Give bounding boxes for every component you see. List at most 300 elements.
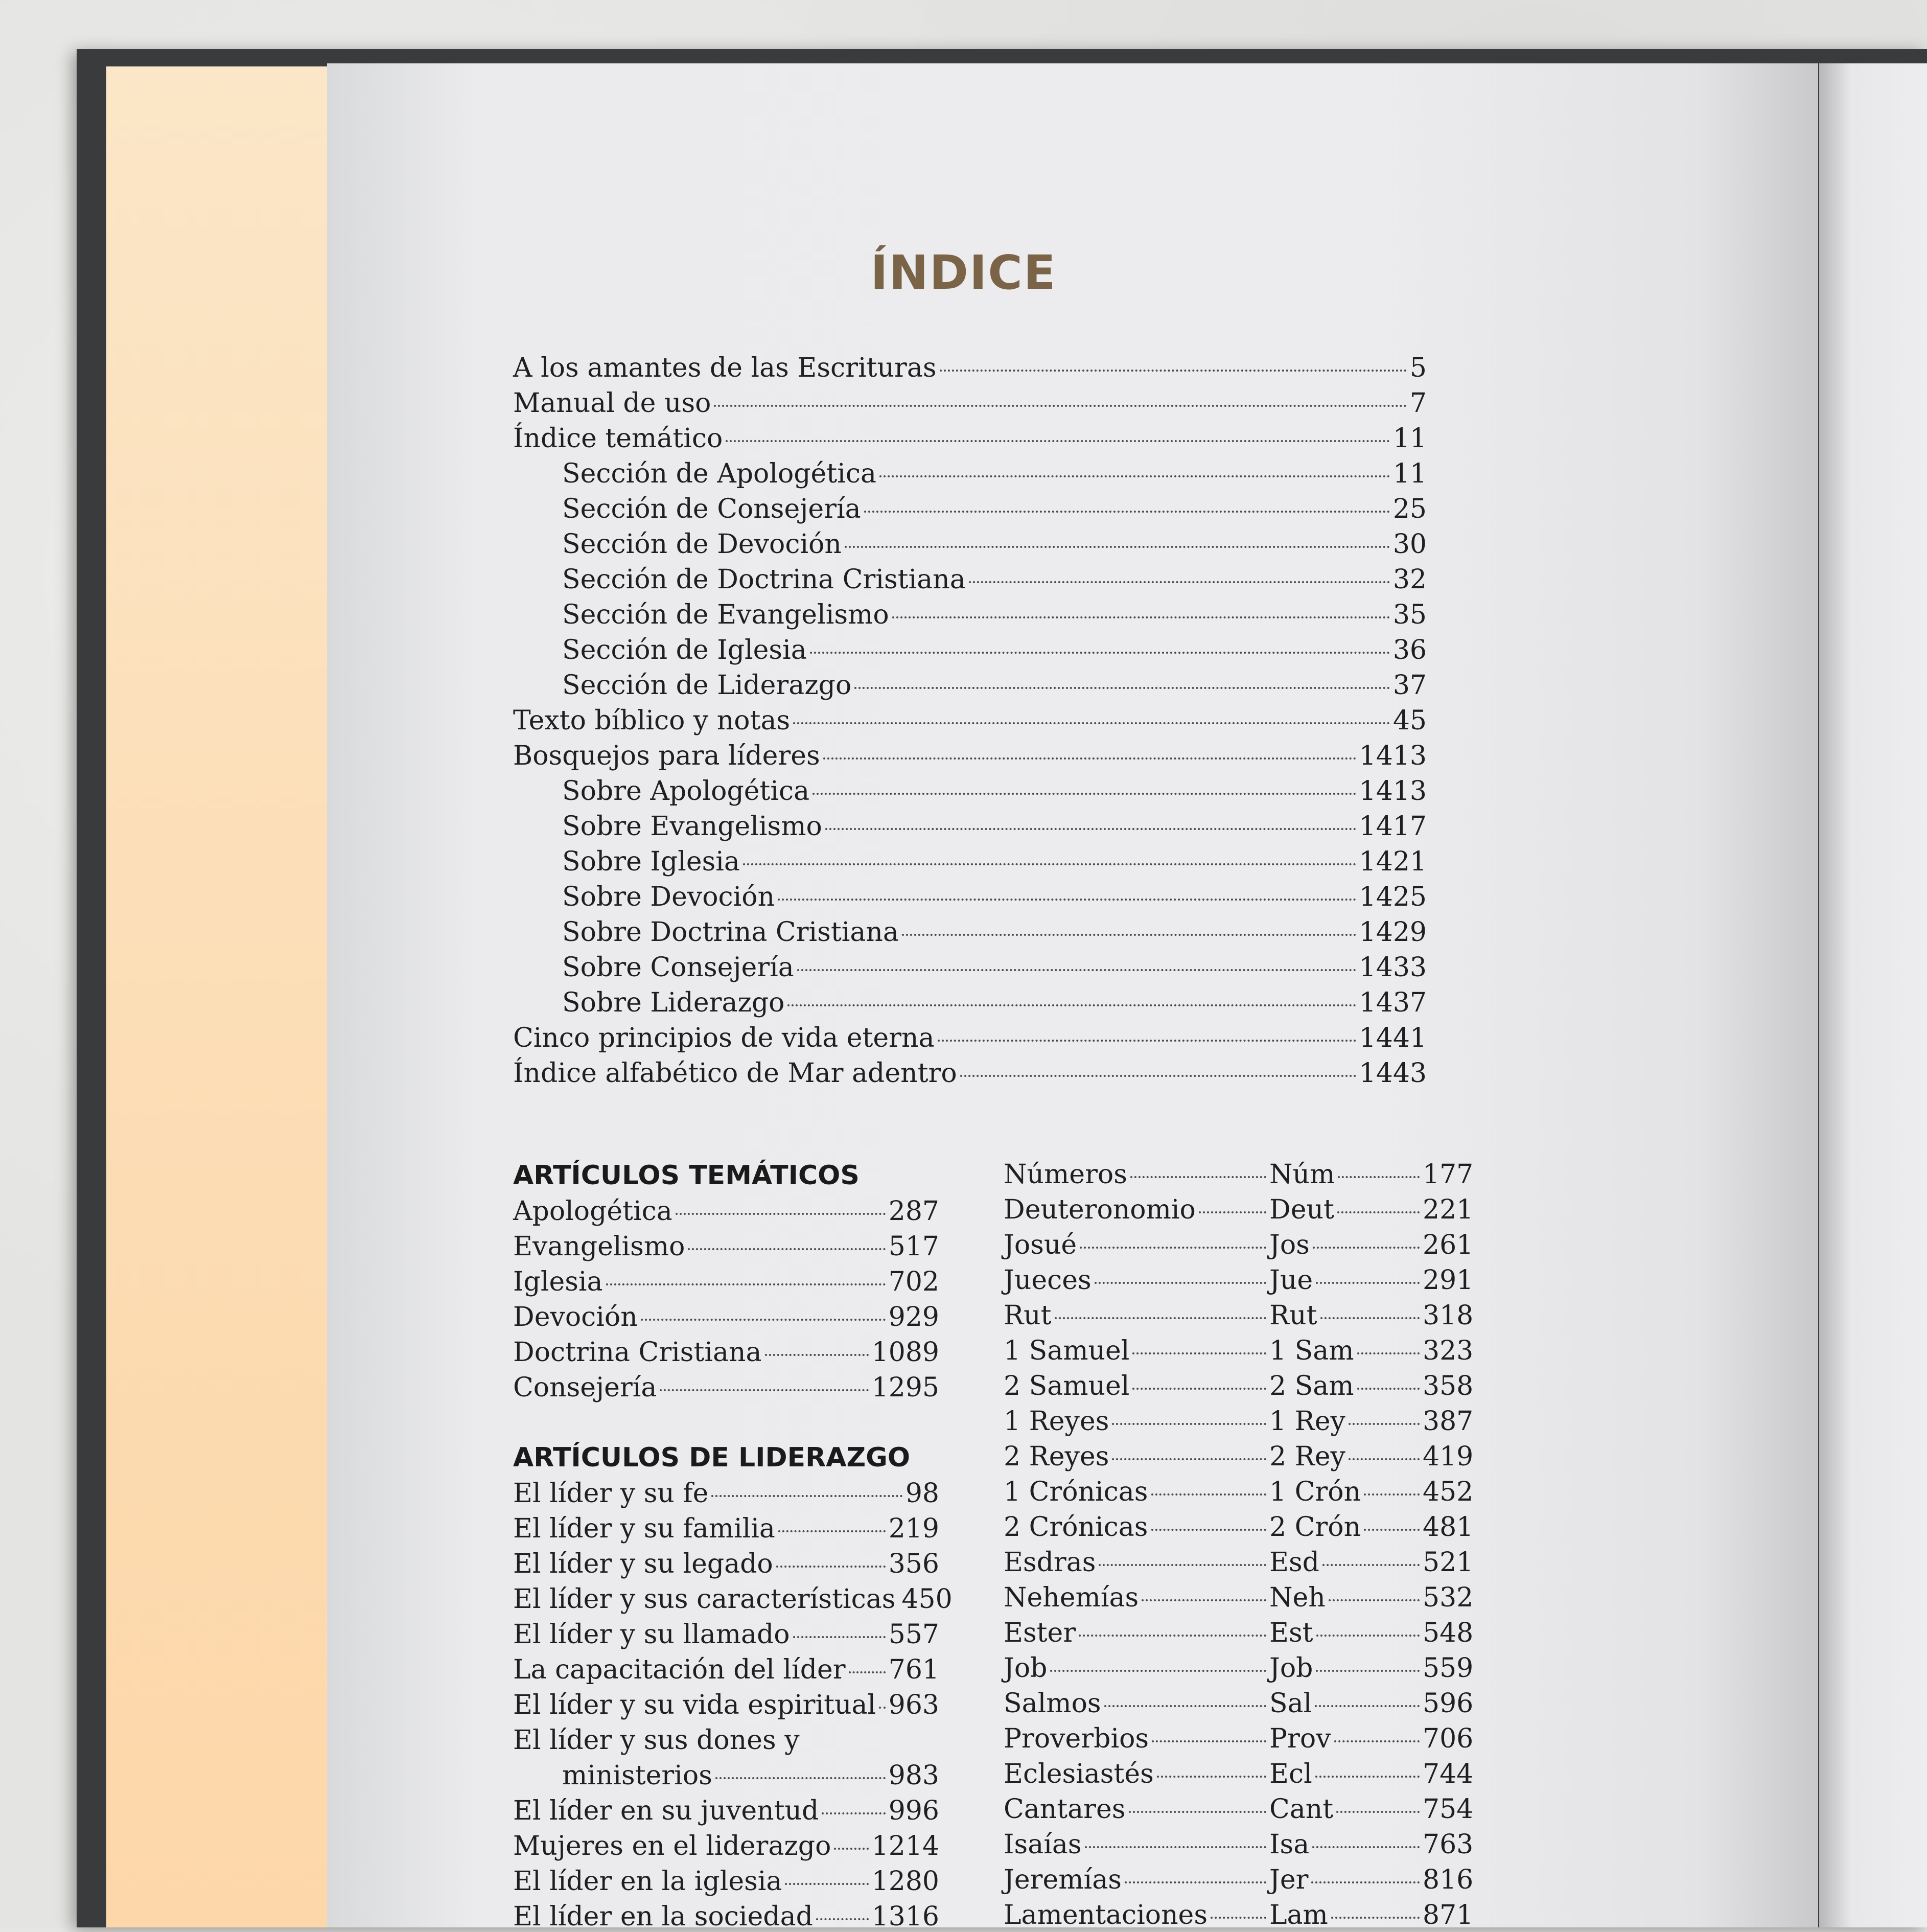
book-abbreviation [1269, 1300, 1423, 1331]
entry-page: 25 [1392, 494, 1427, 524]
book-abbreviation [1269, 1759, 1423, 1789]
entry-label: Sección de Consejería [562, 494, 861, 524]
book-entry [1004, 1547, 1474, 1578]
toc-entry [513, 423, 1427, 454]
dot-leader [765, 1354, 869, 1356]
entry-label: La capacitación del líder [513, 1654, 846, 1685]
entry-page: 1316 [871, 1901, 939, 1932]
entry-page: 36 [1392, 635, 1427, 665]
book-name-text: Salmos [1004, 1688, 1101, 1719]
dot-leader [641, 1319, 886, 1321]
dot-leader [960, 1075, 1356, 1077]
dot-leader [969, 581, 1390, 583]
entry-label: Sección de Devoción [562, 529, 842, 560]
entry-page: 1429 [1359, 917, 1427, 948]
dot-leader [1349, 1423, 1420, 1425]
entry-page: 1433 [1359, 952, 1427, 983]
toc-entry [513, 1337, 939, 1368]
dot-leader [1132, 1352, 1266, 1354]
toc-entry [513, 1058, 1427, 1089]
book-entry [1004, 1265, 1474, 1296]
book-entry [1004, 1336, 1474, 1366]
dot-leader [1099, 1564, 1266, 1566]
toc-entry [513, 1901, 939, 1932]
book-name-text: 2 Reyes [1004, 1441, 1109, 1472]
entry-label: Sección de Doctrina Cristiana [562, 564, 966, 595]
dot-leader [1104, 1705, 1266, 1707]
toc-entry [562, 917, 1427, 948]
dot-leader [834, 1848, 868, 1850]
dot-leader [816, 1918, 869, 1920]
book-name [1004, 1723, 1269, 1754]
entry-label: El líder en la sociedad [513, 1901, 813, 1932]
book-abbr-text: Neh [1269, 1582, 1326, 1613]
book-name [1004, 1441, 1269, 1472]
dot-leader [845, 546, 1390, 548]
dot-leader [660, 1389, 868, 1391]
dot-leader [1316, 1635, 1420, 1637]
book-abbr-text: Jer [1269, 1865, 1309, 1895]
dot-leader [787, 1004, 1356, 1006]
book-entry [1004, 1618, 1474, 1648]
book-abbreviation [1269, 1406, 1423, 1437]
book-name [1004, 1371, 1269, 1401]
book-abbr-text: Jos [1269, 1230, 1310, 1260]
dot-leader [938, 1040, 1356, 1042]
book-name [1004, 1759, 1269, 1789]
book-page: 481 [1423, 1512, 1474, 1543]
dot-leader [1129, 1811, 1267, 1813]
entry-label: Sobre Doctrina Cristiana [562, 917, 899, 948]
entry-page: 1441 [1359, 1023, 1427, 1053]
book-abbr-text: Sal [1269, 1688, 1312, 1719]
toc-entry [513, 388, 1427, 419]
entry-label: Sobre Evangelismo [562, 811, 822, 842]
dot-leader [1125, 1881, 1266, 1883]
book-page: 763 [1423, 1829, 1474, 1860]
entry-page: 1413 [1359, 776, 1427, 807]
book-name-text: Lamentaciones [1004, 1900, 1208, 1930]
book-page: 521 [1423, 1547, 1474, 1578]
book-page: 318 [1423, 1300, 1474, 1331]
dot-leader [864, 511, 1390, 513]
book-abbr-text: Est [1269, 1618, 1313, 1648]
entry-page: 450 [901, 1584, 953, 1615]
book-page: 871 [1423, 1900, 1474, 1930]
dot-leader [823, 757, 1356, 760]
dot-leader [1316, 1670, 1420, 1672]
book-abbreviation [1269, 1618, 1423, 1648]
book-abbr-text: Ecl [1269, 1759, 1312, 1789]
section-heading-tematicos: ARTÍCULOS TEMÁTICOS [513, 1160, 860, 1191]
entry-label: Sobre Iglesia [562, 846, 740, 877]
toc-entry [562, 882, 1427, 912]
book-entry [1004, 1829, 1474, 1860]
toc-entry [562, 776, 1427, 807]
book-name-text: Ester [1004, 1618, 1076, 1648]
book-page: 177 [1423, 1159, 1474, 1190]
dot-leader [1331, 1917, 1420, 1919]
dot-leader [1157, 1776, 1266, 1778]
toc-entry [513, 1267, 939, 1297]
book-name-text: Números [1004, 1159, 1127, 1190]
dot-leader [778, 1530, 886, 1532]
toc-entry [513, 1196, 939, 1227]
entry-page: 1214 [871, 1831, 939, 1861]
toc-entry [562, 529, 1427, 560]
book-entry [1004, 1900, 1474, 1930]
entry-label: Sección de Liderazgo [562, 670, 852, 701]
book-abbr-text: 1 Crón [1269, 1477, 1361, 1507]
book-name [1004, 1265, 1269, 1296]
entry-label: El líder y su legado [513, 1549, 773, 1579]
book-page: 221 [1423, 1194, 1474, 1225]
toc-entry [562, 600, 1427, 630]
book-name [1004, 1230, 1269, 1260]
book-page: 532 [1423, 1582, 1474, 1613]
book-page: 323 [1423, 1336, 1474, 1366]
book-abbr-text: 2 Sam [1269, 1371, 1354, 1401]
entry-label: Evangelismo [513, 1231, 685, 1262]
entry-page: 45 [1392, 705, 1427, 736]
entry-page: 7 [1409, 388, 1427, 419]
book-abbr-text: Núm [1269, 1159, 1335, 1190]
book-name [1004, 1688, 1269, 1719]
book-name [1004, 1300, 1269, 1331]
dot-leader [1364, 1493, 1420, 1496]
entry-page: 32 [1392, 564, 1427, 595]
dot-leader [606, 1283, 886, 1285]
toc-entry [513, 1690, 939, 1720]
entry-label: El líder y sus características [513, 1584, 896, 1615]
book-page: 559 [1423, 1653, 1474, 1684]
dot-leader [1311, 1881, 1420, 1883]
toc-entry [562, 1760, 939, 1791]
entry-page: 1413 [1359, 741, 1427, 771]
book-abbreviation [1269, 1829, 1423, 1860]
dot-leader [1112, 1458, 1266, 1460]
book-name-text: 1 Samuel [1004, 1336, 1130, 1366]
book-abbreviation [1269, 1265, 1423, 1296]
dot-leader [793, 722, 1390, 724]
dot-leader [1085, 1846, 1266, 1848]
book-entry [1004, 1512, 1474, 1543]
book-abbreviation [1269, 1512, 1423, 1543]
entry-label: Doctrina Cristiana [513, 1337, 762, 1368]
book-page: 452 [1423, 1477, 1474, 1507]
book-abbr-text: Lam [1269, 1900, 1328, 1930]
book-name-text: Jeremías [1004, 1865, 1122, 1895]
dot-leader [778, 899, 1356, 901]
entry-page: 983 [888, 1760, 939, 1791]
book-abbr-text: Deut [1269, 1194, 1334, 1225]
book-abbr-text: 1 Sam [1269, 1336, 1354, 1366]
dot-leader [1349, 1458, 1420, 1460]
toc-entry [513, 1796, 939, 1826]
book-name-text: Esdras [1004, 1547, 1096, 1578]
toc-entry [562, 564, 1427, 595]
book-abbr-text: 1 Rey [1269, 1406, 1345, 1437]
book-name-text: Proverbios [1004, 1723, 1149, 1754]
book-name-text: Job [1004, 1653, 1048, 1684]
toc-entry [562, 458, 1427, 489]
dot-leader [1152, 1740, 1266, 1742]
toc-entry [562, 952, 1427, 983]
dot-leader [776, 1566, 886, 1568]
dot-leader [715, 1777, 886, 1779]
entry-label: Texto bíblico y notas [513, 705, 791, 736]
toc-entry [513, 1584, 953, 1615]
book-name [1004, 1653, 1269, 1684]
book-abbreviation [1269, 1371, 1423, 1401]
book-abbreviation [1269, 1159, 1423, 1190]
dot-leader [1329, 1599, 1420, 1601]
entry-page: 963 [888, 1690, 939, 1720]
dot-leader [1142, 1599, 1266, 1601]
book-name [1004, 1512, 1269, 1543]
book-name-text: 1 Reyes [1004, 1406, 1109, 1437]
book-abbr-text: Cant [1269, 1794, 1334, 1825]
dot-leader [1132, 1388, 1266, 1390]
dot-leader [1320, 1317, 1420, 1319]
dot-leader [1357, 1352, 1420, 1354]
toc-entry [513, 1549, 939, 1579]
dot-leader [1338, 1176, 1420, 1178]
book-name [1004, 1829, 1269, 1860]
book-name-text: Isaías [1004, 1829, 1082, 1860]
entry-page: 517 [888, 1231, 939, 1262]
dot-leader [1316, 1282, 1420, 1284]
dot-leader [711, 1495, 902, 1497]
dot-leader [1364, 1529, 1420, 1531]
dot-leader [1334, 1740, 1420, 1742]
book-abbreviation [1269, 1582, 1423, 1613]
toc-entry [513, 353, 1427, 383]
entry-label: Bosquejos para líderes [513, 741, 820, 771]
book-abbr-text: Esd [1269, 1547, 1319, 1578]
dot-leader [1336, 1811, 1420, 1813]
dot-leader [676, 1213, 886, 1215]
entry-label: El líder y sus dones y [513, 1725, 800, 1756]
toc-entry [513, 1866, 939, 1897]
book-entry [1004, 1441, 1474, 1472]
dot-leader [1112, 1423, 1266, 1425]
book-name-text: Nehemías [1004, 1582, 1139, 1613]
toc-entry [513, 1372, 939, 1403]
book-page: 816 [1423, 1865, 1474, 1895]
toc-entry [513, 1831, 939, 1861]
book-page: 548 [1423, 1618, 1474, 1648]
toc-entry [562, 670, 1427, 701]
book-entry [1004, 1230, 1474, 1260]
dot-leader [1322, 1564, 1420, 1566]
book-entry [1004, 1300, 1474, 1331]
book-entry [1004, 1688, 1474, 1719]
entry-page: 761 [888, 1654, 939, 1685]
entry-label: El líder en la iglesia [513, 1866, 782, 1897]
toc-entry [562, 494, 1427, 524]
dot-leader [1095, 1282, 1266, 1284]
entry-page: 702 [888, 1267, 939, 1297]
book-abbreviation [1269, 1865, 1423, 1895]
entry-label: Índice temático [513, 423, 723, 454]
dot-leader [810, 652, 1390, 654]
book-page: 291 [1423, 1265, 1474, 1296]
book-abbreviation [1269, 1723, 1423, 1754]
book-entry [1004, 1582, 1474, 1613]
dot-leader [1312, 1846, 1420, 1848]
dot-leader [1313, 1247, 1420, 1249]
entry-label: Sección de Apologética [562, 458, 876, 489]
book-abbreviation [1269, 1688, 1423, 1719]
entry-page: 5 [1409, 353, 1427, 383]
toc-entry [513, 741, 1427, 771]
entry-page: 1421 [1359, 846, 1427, 877]
entry-page: 219 [888, 1513, 939, 1544]
entry-page: 929 [888, 1302, 939, 1332]
entry-label: El líder y su llamado [513, 1619, 790, 1650]
entry-label: Sobre Devoción [562, 882, 775, 912]
toc-entry [562, 846, 1427, 877]
entry-label: Mujeres en el liderazgo [513, 1831, 831, 1861]
book-abbreviation [1269, 1547, 1423, 1578]
book-abbr-text: Rut [1269, 1300, 1317, 1331]
book-page: 419 [1423, 1441, 1474, 1472]
toc-entry [513, 1023, 1427, 1053]
book-abbr-text: 2 Crón [1269, 1512, 1361, 1543]
book-name-text: Deuteronomio [1004, 1194, 1196, 1225]
book-page: 754 [1423, 1794, 1474, 1825]
book-name-text: Jueces [1004, 1265, 1092, 1296]
book-name [1004, 1477, 1269, 1507]
book-name-text: 2 Crónicas [1004, 1512, 1148, 1543]
entry-label: ministerios [562, 1760, 712, 1791]
book-name [1004, 1582, 1269, 1613]
toc-entry [513, 1619, 939, 1650]
entry-label: Sección de Iglesia [562, 635, 807, 665]
dot-leader [879, 1707, 886, 1709]
dot-leader [1211, 1917, 1266, 1919]
dot-leader [793, 1636, 886, 1638]
book-page: 261 [1423, 1230, 1474, 1260]
book-entry [1004, 1194, 1474, 1225]
dot-leader [1080, 1247, 1266, 1249]
entry-page: 11 [1392, 458, 1427, 489]
dot-leader [892, 616, 1390, 618]
dot-leader [879, 475, 1390, 477]
dot-leader [849, 1671, 886, 1673]
dot-leader [743, 863, 1356, 865]
dot-leader [1151, 1493, 1267, 1496]
book-abbr-text: Job [1269, 1653, 1313, 1684]
dot-leader [902, 934, 1356, 936]
book-name-text: Eclesiastés [1004, 1759, 1154, 1789]
dot-leader [825, 828, 1356, 830]
book-abbreviation [1269, 1653, 1423, 1684]
entry-label: Iglesia [513, 1267, 603, 1297]
book-abbreviation [1269, 1441, 1423, 1472]
book-abbr-text: Prov [1269, 1723, 1331, 1754]
entry-page: 996 [888, 1796, 939, 1826]
dot-leader [1079, 1635, 1266, 1637]
book-name [1004, 1794, 1269, 1825]
entry-label: Sobre Liderazgo [562, 987, 785, 1018]
book-page: 596 [1423, 1688, 1474, 1719]
entry-label: El líder en su juventud [513, 1796, 819, 1826]
book-entry [1004, 1723, 1474, 1754]
dot-leader [1315, 1705, 1420, 1707]
facing-page [1819, 63, 1927, 1927]
dot-leader [714, 405, 1406, 407]
book-name-text: Rut [1004, 1300, 1052, 1331]
toc-entry [513, 1513, 939, 1544]
book-name [1004, 1865, 1269, 1895]
book-name [1004, 1194, 1269, 1225]
dot-leader [1151, 1529, 1267, 1531]
dot-leader [822, 1812, 885, 1814]
entry-label: El líder y su fe [513, 1478, 709, 1509]
entry-page: 1443 [1359, 1058, 1427, 1089]
section-heading-liderazgo: ARTÍCULOS DE LIDERAZGO [513, 1442, 911, 1473]
entry-page: 37 [1392, 670, 1427, 701]
dot-leader [854, 687, 1390, 689]
entry-label: El líder y su familia [513, 1513, 775, 1544]
entry-page: 1280 [871, 1866, 939, 1897]
book-name-text: 1 Crónicas [1004, 1477, 1148, 1507]
toc-entry [562, 635, 1427, 665]
book-abbreviation [1269, 1900, 1423, 1930]
book-name-text: Cantares [1004, 1794, 1126, 1825]
entry-page: 287 [888, 1196, 939, 1227]
book-page: 706 [1423, 1723, 1474, 1754]
entry-label: Consejería [513, 1372, 657, 1403]
dot-leader [726, 440, 1390, 442]
book-abbr-text: Isa [1269, 1829, 1310, 1860]
dot-leader [688, 1248, 885, 1250]
book-entry [1004, 1653, 1474, 1684]
entry-page: 356 [888, 1549, 939, 1579]
book-name-text: 2 Samuel [1004, 1371, 1130, 1401]
entry-page: 1417 [1359, 811, 1427, 842]
entry-label: Sobre Apologética [562, 776, 810, 807]
book-abbr-text: 2 Rey [1269, 1441, 1345, 1472]
entry-page: 35 [1392, 600, 1427, 630]
dot-leader [1055, 1317, 1266, 1319]
entry-label: Sección de Evangelismo [562, 600, 889, 630]
dot-leader [1337, 1211, 1420, 1213]
book-entry [1004, 1406, 1474, 1437]
toc-entry [513, 1478, 939, 1509]
book-abbr-text: Jue [1269, 1265, 1313, 1296]
book-entry [1004, 1159, 1474, 1190]
book-name [1004, 1618, 1269, 1648]
book-abbreviation [1269, 1194, 1423, 1225]
entry-label: Cinco principios de vida eterna [513, 1023, 935, 1053]
book-abbreviation [1269, 1230, 1423, 1260]
toc-entry [562, 987, 1427, 1018]
book-name [1004, 1336, 1269, 1366]
entry-label: Apologética [513, 1196, 672, 1227]
entry-page: 1295 [871, 1372, 939, 1403]
toc-entry [562, 811, 1427, 842]
dot-leader [1199, 1211, 1266, 1213]
book-entry [1004, 1371, 1474, 1401]
entry-label: Manual de uso [513, 388, 711, 419]
entry-label: Sobre Consejería [562, 952, 794, 983]
dot-leader [1357, 1388, 1420, 1390]
book-name-text: Josué [1004, 1230, 1077, 1260]
entry-page: 557 [888, 1619, 939, 1650]
